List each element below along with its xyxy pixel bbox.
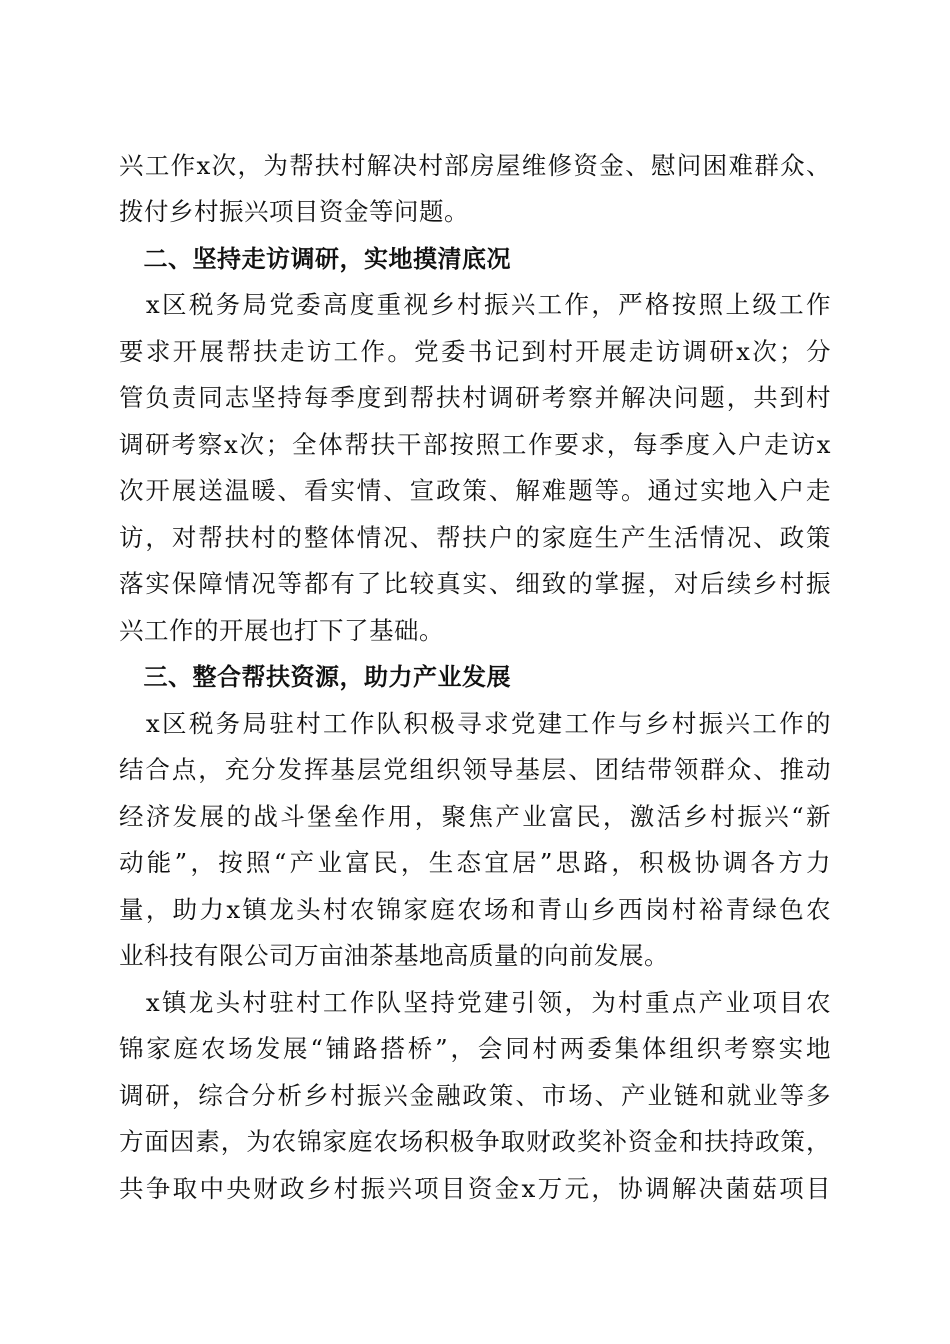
text-line: 锦家庭农场发展“铺路搭桥”，会同村两委集体组织考察实地 — [119, 1034, 831, 1063]
text-line: 方面因素，为农锦家庭农场积极争取财政奖补资金和扶持政策， — [119, 1127, 831, 1156]
section-heading: 三、整合帮扶资源，助力产业发展 — [119, 663, 511, 691]
text-line: 调研考察x次；全体帮扶干部按照工作要求，每季度入户走访x — [119, 430, 831, 459]
text-line: 管负责同志坚持每季度到帮扶村调研考察并解决问题，共到村 — [119, 383, 831, 412]
text-line: 兴工作的开展也打下了基础。 — [119, 616, 444, 645]
text-line: x区税务局党委高度重视乡村振兴工作，严格按照上级工作 — [119, 290, 831, 319]
text-line: 落实保障情况等都有了比较真实、细致的掌握，对后续乡村振 — [119, 569, 831, 598]
text-line: 经济发展的战斗堡垒作用，聚焦产业富民，激活乡村振兴“新 — [119, 802, 831, 831]
text-line: 共争取中央财政乡村振兴项目资金x万元，协调解决菌菇项目 — [119, 1174, 831, 1203]
text-line: 兴工作x次，为帮扶村解决村部房屋维修资金、慰问困难群众、 — [119, 151, 831, 180]
text-line: 调研，综合分析乡村振兴金融政策、市场、产业链和就业等多 — [119, 1081, 831, 1110]
text-line: 访，对帮扶村的整体情况、帮扶户的家庭生产生活情况、政策 — [119, 523, 831, 552]
text-line: 次开展送温暖、看实情、宣政策、解难题等。通过实地入户走 — [119, 476, 831, 505]
text-line: x镇龙头村驻村工作队坚持党建引领，为村重点产业项目农 — [119, 988, 831, 1017]
text-line: 结合点，充分发挥基层党组织领导基层、团结带领群众、推动 — [119, 755, 831, 784]
text-line: 拨付乡村振兴项目资金等问题。 — [119, 197, 469, 226]
text-line: x区税务局驻村工作队积极寻求党建工作与乡村振兴工作的 — [119, 709, 831, 738]
text-line: 要求开展帮扶走访工作。党委书记到村开展走访调研x次；分 — [119, 337, 831, 366]
text-line: 动能”，按照“产业富民，生态宜居”思路，积极协调各方力 — [119, 848, 831, 877]
text-line: 业科技有限公司万亩油茶基地高质量的向前发展。 — [119, 941, 669, 970]
section-heading: 二、坚持走访调研，实地摸清底况 — [119, 245, 511, 273]
text-line: 量，助力x镇龙头村农锦家庭农场和青山乡西岗村裕青绿色农 — [119, 895, 831, 924]
